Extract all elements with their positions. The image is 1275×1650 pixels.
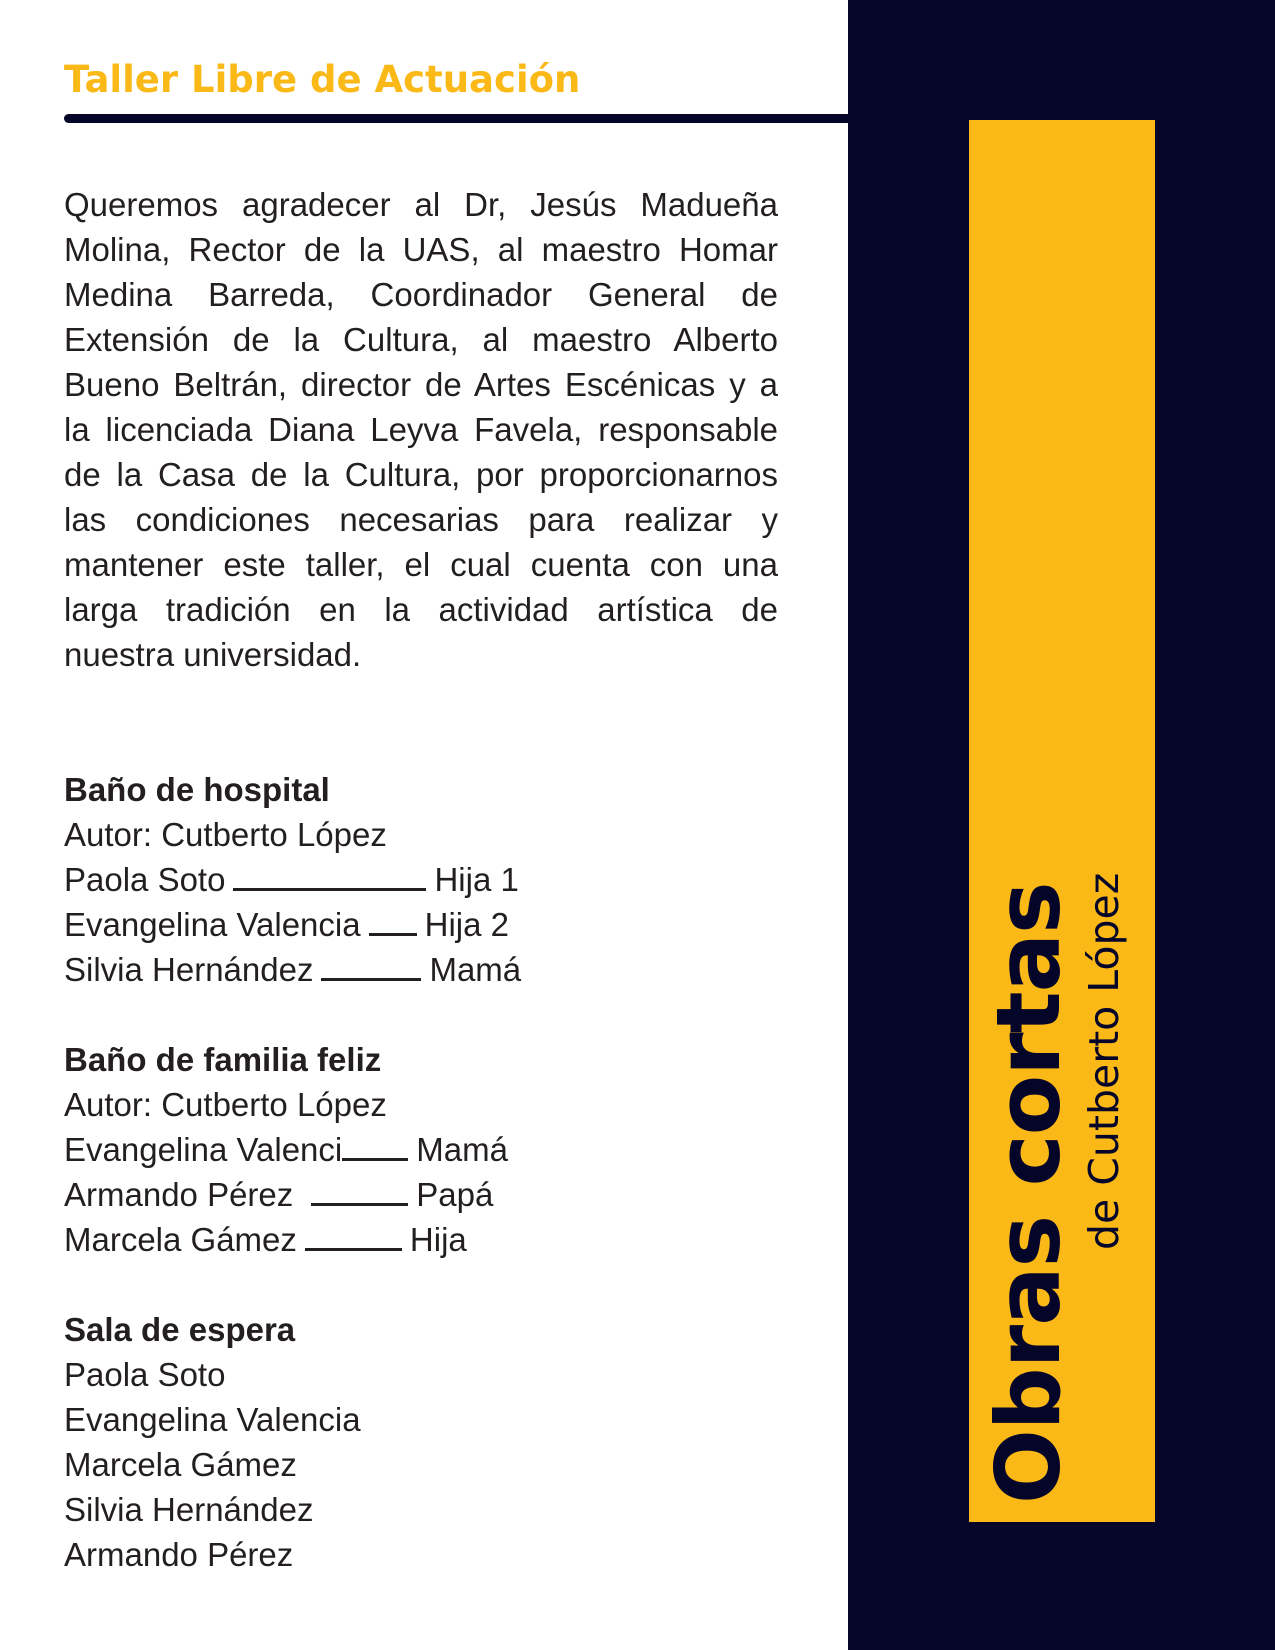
cast-line bbox=[64, 902, 784, 947]
role-blank bbox=[233, 864, 426, 891]
role-blank bbox=[321, 954, 421, 981]
page-title: Taller Libre de Actuación bbox=[64, 58, 581, 101]
header-divider bbox=[64, 114, 854, 123]
cast-actor: Paola Soto bbox=[64, 861, 226, 898]
play-block bbox=[64, 1307, 784, 1577]
role-blank bbox=[369, 909, 417, 936]
sidebar-title: Obras cortas bbox=[977, 882, 1080, 1504]
cast-member: Evangelina Valencia bbox=[64, 1401, 361, 1438]
acknowledgement-paragraph: Queremos agradecer al Dr, Jesús Madueña Molina, Rector de la UAS, al maestro Homar Medina Barreda, Coordinador General de Extensión de la Cultura, al maestro Alberto Bueno Beltrán, director de Artes Escénicas y a la licenciada Diana Leyva Favela, responsable de la Casa de la Cultura, por proporcionarnos las condiciones necesarias para realizar y mantener este taller, el cual cuenta con una larga tradición en la actividad artística de nuestra universidad. bbox=[64, 186, 778, 673]
cast-role: Hija 1 bbox=[434, 861, 519, 898]
cast-role: Mamá bbox=[416, 1131, 508, 1168]
cast-actor: Silvia Hernández bbox=[64, 951, 314, 988]
play-author: Autor: Cutberto López bbox=[64, 816, 387, 853]
title-band bbox=[969, 120, 1155, 1522]
play-title: Baño de hospital bbox=[64, 771, 330, 808]
vertical-title-group bbox=[969, 120, 1155, 1522]
cast-member: Paola Soto bbox=[64, 1356, 226, 1393]
cast-member: Armando Pérez bbox=[64, 1536, 294, 1573]
cast-role: Hija bbox=[409, 1221, 467, 1258]
cast-actor: Evangelina Valencia bbox=[64, 906, 361, 943]
cast-line bbox=[64, 1172, 784, 1217]
cast-actor: Evangelina Valenci bbox=[64, 1131, 343, 1168]
cast-line bbox=[64, 857, 784, 902]
play-title: Sala de espera bbox=[64, 1311, 296, 1348]
cast-actor: Marcela Gámez bbox=[64, 1221, 297, 1258]
cast-member: Marcela Gámez bbox=[64, 1446, 297, 1483]
play-block bbox=[64, 767, 784, 992]
cast-line bbox=[64, 947, 784, 992]
cast-member: Silvia Hernández bbox=[64, 1491, 314, 1528]
cast-actor: Armando Pérez bbox=[64, 1176, 294, 1213]
role-blank bbox=[305, 1224, 402, 1251]
cast-role: Papá bbox=[416, 1176, 494, 1213]
cast-line bbox=[64, 1127, 784, 1172]
sidebar-subtitle: de Cutberto López bbox=[1080, 872, 1128, 1250]
cast-role: Hija 2 bbox=[424, 906, 509, 943]
cast-line bbox=[64, 1217, 784, 1262]
role-blank bbox=[342, 1134, 408, 1161]
play-author: Autor: Cutberto López bbox=[64, 1086, 387, 1123]
play-title: Baño de familia feliz bbox=[64, 1041, 382, 1078]
play-block bbox=[64, 1037, 784, 1262]
role-blank bbox=[311, 1179, 408, 1206]
cast-role: Mamá bbox=[429, 951, 522, 988]
